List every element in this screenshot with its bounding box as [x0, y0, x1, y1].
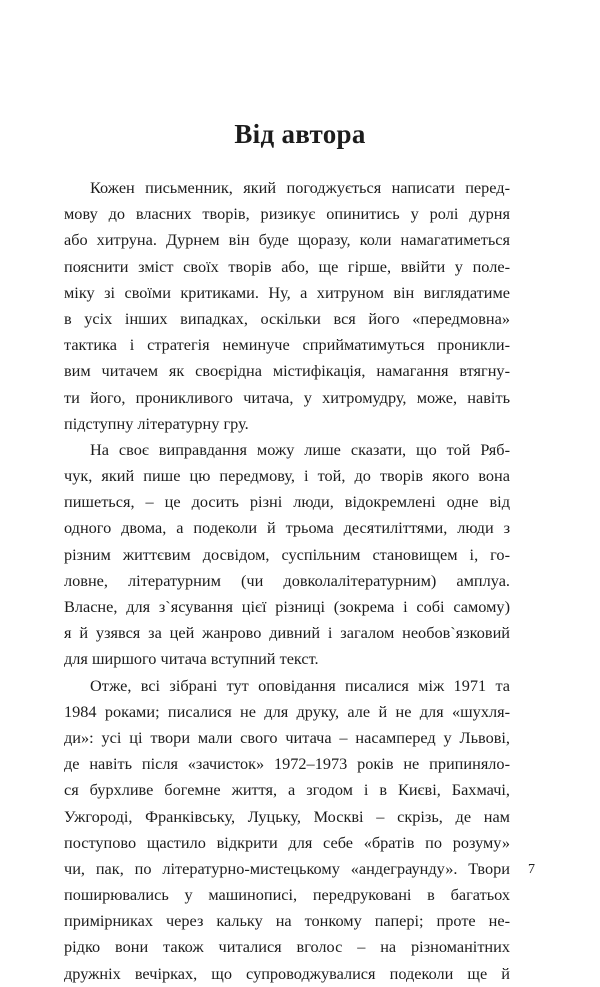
text-line: примірниках через кальку на тонкому папері; проте не- — [64, 911, 510, 931]
text-line: я й узявся за цей жанрово дивний і загалом необов`язковий — [64, 623, 510, 643]
text-line: пояснити зміст своїх творів або, ще гірше, ввійти у поле- — [64, 256, 510, 276]
text-line: в усіх інших випадках, оскільки вся його «передмовна» — [64, 308, 510, 328]
text-line: або хитруна. Дурнем він буде щоразу, коли намагатиметься — [64, 230, 510, 250]
text-line: поширювались у машинописі, передруковані в багатьох — [64, 885, 510, 905]
text-line: міку зі своїми критиками. Ну, а хитруном він виглядатиме — [64, 282, 510, 302]
text-line: Власне, для з`ясування цієї різниці (зокрема і собі самому) — [64, 597, 510, 616]
page-number: 7 — [528, 862, 535, 877]
text-line: Ужгороді, Франківську, Луцьку, Москві – скрізь, де нам — [64, 806, 510, 826]
text-line: Отже, всі зібрані тут оповідання писалися між 1971 та — [90, 675, 510, 695]
text-line: ловне, літературним (чи довколалітературним) амплуа. — [64, 570, 510, 590]
text-line: пишеться, – це досить різні люди, відокремлені одне від — [64, 492, 510, 512]
text-line: ти його, проникливого читача, у хитромудру, може, навіть — [64, 387, 510, 407]
text-line: ся бурхливе богемне життя, а згодом і в Києві, Бахмачі, — [64, 780, 510, 800]
text-line: 1984 роками; писалися не для друку, але й не для «шухля- — [64, 701, 510, 721]
body-text — [64, 175, 510, 987]
text-line: ди»: усі ці твори мали свого читача – насамперед у Львові, — [64, 727, 510, 747]
text-line: Кожен письменник, який погоджується написати перед- — [90, 178, 510, 197]
text-line: чук, який пише цю передмову, і той, до творів якого вона — [64, 466, 510, 486]
text-line: різним життєвим досвідом, суспільним становищем і, го- — [64, 544, 510, 564]
text-line: тактика і стратегія неминуче сприйматимуться проникли- — [64, 335, 510, 355]
text-line: де навіть після «зачисток» 1972–1973 років не припиняло- — [64, 754, 510, 774]
text-line: рідко вони також читалися вголос – на різноманітних — [64, 937, 510, 957]
chapter-heading: Від автора — [234, 119, 366, 149]
text-line: На своє виправдання можу лише сказати, що той Ряб- — [90, 439, 510, 459]
text-line: поступово щастило відкрити для себе «братів по розуму» — [64, 832, 510, 852]
text-line: одного двома, а подеколи й трьома десятиліттями, люди з — [64, 518, 510, 538]
text-line: дружніх вечірках, що супроводжувалися подеколи ще й — [64, 963, 510, 983]
text-line: чи, пак, по літературно-мистецькому «андеграунду». Твори — [64, 858, 510, 878]
text-line: підступну літературну гру. — [64, 413, 249, 433]
text-line: вим читачем як своєрідна містифікація, намагання втягну- — [64, 361, 510, 381]
text-line: для ширшого читача вступний текст. — [64, 649, 319, 669]
text-line: мову до власних творів, ризикує опинитись у ролі дурня — [64, 204, 510, 224]
